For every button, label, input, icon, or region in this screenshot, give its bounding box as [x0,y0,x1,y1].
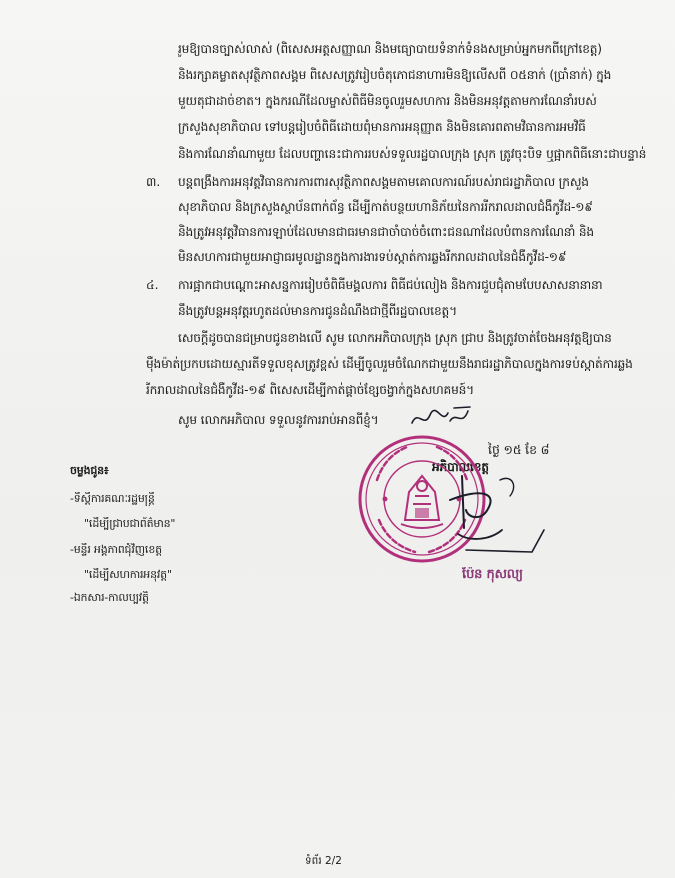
signature-date: ថ្ងៃ ១៥ ខែ ៨ [488,442,550,457]
page-number: ទំព័រ 2/2 [305,855,342,867]
recipient-note: "ដើម្បីសហការអនុវត្ត" [84,568,172,581]
signature [440,470,550,565]
recipient-item: -ឯកសារ-កាលប្បវត្តិ [70,591,149,604]
item-line: ការផ្អាកជាបណ្ដោះអាសន្នការរៀបចំពិធីមង្គលការ ពិធីជប់លៀង និងការជួបជុំតាមបែបសាសនានានា [178,278,603,292]
item-line: សុខាភិបាល និងក្រសួងស្ថាប័នពាក់ព័ន្ធ ដើម្បីកាត់បន្ថយហានិភ័យនៃការរីករាលដាលជំងឺកូវីដ-១៩ [178,200,593,214]
body-line: ក្រសួងសុខាភិបាល ទៅបន្តរៀបចំពិធីដោយពុំមានការអនុញ្ញាត និងមិនគោរពតាមវិធានការអមវិធី [178,120,586,134]
salutation: សូម លោកអភិបាល ទទួលនូវការរាប់អានពីខ្ញុំ។ [178,413,379,427]
body-line: និងការណែនាំណាមួយ ដែលបញ្ហានេះជាការរបស់ទទួលរដ្ឋបាលក្រុង ស្រុក ត្រូវចុះបិទ ឬផ្អាកពិធីនោះជាបន្ទាន់ [178,147,647,161]
body-line: មួយតុជាដាច់ខាត។ ក្នុងករណីដែលម្ចាស់ពិធីមិនចូលរួមសហការ និងមិនអនុវត្តតាមការណែនាំរបស់ [178,94,597,108]
body-line: រួមឱ្យបានច្បាស់លាស់ (ពិសេសអត្តសញ្ញាណ និងមធ្យោបាយទំនាក់ទំនងសម្រាប់អ្នកមកពីក្រៅខេត្ត) [178,42,602,56]
recipient-item: -មន្ទីរ អង្គភាពជុំវិញខេត្ត [70,543,162,556]
recipient-note: "ដើម្បីជ្រាបជាព័ត៌មាន" [84,517,176,530]
body-line: និងរក្សាគម្លាតសុវត្ថិភាពសង្គម ពិសេសត្រូវរៀបចំតុភោជនាហារមិនឱ្យលើសពី ០៥នាក់ (ប្រាំនាក់) ក្នុង [178,68,612,82]
closing-line: រីករាលដាលនៃជំងឺកូវីដ-១៩ ពិសេសដើម្បីកាត់ផ្តាច់ខ្សែចង្វាក់ក្នុងសហគមន៍។ [146,383,474,397]
closing-line: សេចក្តីដូចបានជម្រាបជូនខាងលើ សូម លោកអភិបាលក្រុង ស្រុក ជ្រាប និងត្រូវចាត់ចែងអនុវត្តឱ្យបាន [178,331,612,345]
signer-name: ប៉ែន កុសល្យ [462,567,523,582]
item-line: នឹងត្រូវបន្តអនុវត្តរហូតដល់មានការជូនដំណឹងជាថ្មីពីរដ្ឋបាលខេត្ត។ [178,304,457,318]
recipients-header: ចម្លងជូន៖ [70,464,109,477]
closing-line: ម៉ឺងម៉ាត់ប្រកបដោយស្មារតីទទួលខុសត្រូវខ្ពស់ ដើម្បីចូលរួមចំណែកជាមួយនឹងរាជរដ្ឋាភិបាលក្នុងការទប់ស្កាត់ការឆ្លង [146,357,633,371]
item-line: បន្តពង្រឹងការអនុវត្តវិធានការការពារសុវត្ថិភាពសង្គមតាមគោលការណ៍របស់រាជរដ្ឋាភិបាល ក្រសួង [178,175,589,189]
item-number: ៣. [146,175,161,189]
item-line: មិនសហការជាមួយអាជ្ញាធរមូលដ្ឋានក្នុងការងារទប់ស្កាត់ការឆ្លងរីករាលដាលនៃជំងឺកូវីដ-១៩ [178,250,567,264]
signer-title: អភិបាលខេត្ត [432,460,489,474]
item-number: ៤. [146,278,159,292]
item-line: និងត្រូវអនុវត្តវិធានការឡាប់ដែលមានជាធរមានជាចាំបាច់ចំពោះជនណាដែលបំពានការណែនាំ និង [178,225,594,239]
recipient-item: -ទីស្តីការគណៈរដ្ឋមន្ត្រី [70,492,155,505]
initials-handwriting [408,403,478,433]
